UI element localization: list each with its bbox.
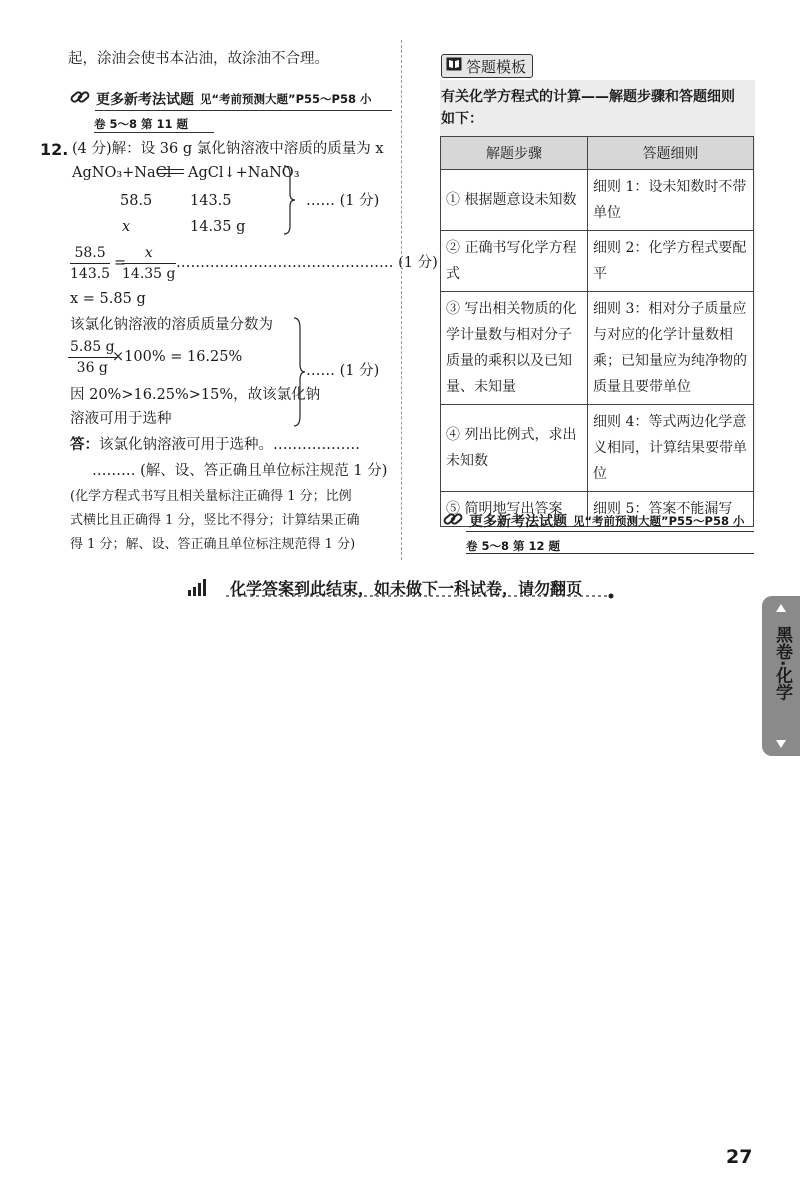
- fraction-1: $\frac{58.5}{143.5}$: [70, 245, 111, 282]
- rule-cell: 细则 1：设未知数时不带单位: [588, 170, 754, 231]
- score-3: …… (1 分): [306, 363, 380, 379]
- table-header-rules: 答题细则: [588, 137, 754, 170]
- question-number: 12.: [40, 140, 69, 159]
- rule-cell: 细则 4：等式两边化学意义相同，计算结果要带单位: [588, 405, 754, 492]
- mass-fraction-line: 该氯化钠溶液的溶质质量分数为: [70, 317, 273, 333]
- row1-product: 143.5: [190, 193, 232, 209]
- table-header-steps: 解题步骤: [441, 137, 588, 170]
- answer-label: 答：: [70, 437, 99, 453]
- equation-right: AgCl↓+NaNO₃: [188, 165, 300, 181]
- side-tab-label: 黑卷·化学: [772, 626, 792, 701]
- step-cell: ① 根据题意设未知数: [441, 170, 588, 231]
- template-intro: [441, 86, 753, 130]
- score-1: …… (1 分): [306, 193, 380, 209]
- answer-line: [70, 438, 360, 453]
- more-tests-ref: 见“考前预测大题”P55～P58 小: [573, 514, 745, 528]
- because-line-2: 溶液可用于选种: [70, 411, 172, 427]
- rule-cell: 细则 5：答案不能漏写: [588, 492, 754, 527]
- equals-double-line: [158, 166, 184, 176]
- q12-intro: (4 分)解：设 36 g 氯化钠溶液中溶质的质量为 x: [72, 141, 384, 157]
- fraction-3-tail: ×100% = 16.25%: [112, 349, 243, 365]
- step-cell: ② 正确书写化学方程式: [441, 231, 588, 292]
- x-result: x = 5.85 g: [70, 291, 146, 307]
- fraction-2: $\frac{x}{14.35 g}$: [122, 245, 176, 282]
- table-row: [441, 292, 754, 405]
- right-brace-1: [282, 164, 296, 236]
- grading-note-3: 得 1 分；解、设、答正确且单位标注规范得 1 分): [70, 537, 356, 552]
- previous-answer-tail: 起，涂油会使书本沾油，故涂油不合理。: [68, 51, 329, 67]
- template-table: [440, 136, 754, 527]
- more-tests-title: 更多新考法试题: [96, 92, 194, 108]
- more-tests-ref-line2: 卷 5～8 第 12 题: [466, 539, 561, 553]
- step-cell: ⑤ 简明地写出答案: [441, 492, 588, 527]
- more-tests-title: 更多新考法试题: [469, 514, 567, 530]
- link-icon: [70, 88, 90, 110]
- more-tests-ref: 见“考前预测大题”P55～P58 小: [200, 92, 372, 106]
- right-brace-2: [292, 316, 306, 428]
- row1-reactant: 58.5: [120, 193, 153, 209]
- equation-left: AgNO₃+NaCl: [72, 165, 172, 181]
- score-2: ……………………………………… (1 分): [176, 255, 438, 271]
- template-intro-line2: 如下：: [441, 111, 483, 127]
- step-cell: ④ 列出比例式，求出未知数: [441, 405, 588, 492]
- grading-note-1: (化学方程式书写且相关量标注正确得 1 分；比例: [70, 489, 352, 504]
- because-line-1: 因 20%>16.25%>15%，故该氯化钠: [70, 387, 321, 403]
- table-row: [441, 231, 754, 292]
- answer-score: ……… (解、设、答正确且单位标注规范 1 分): [92, 463, 388, 479]
- rule-cell: 细则 3：相对分子质量应与对应的化学计量数相乘；已知量应为纯净物的质量且要带单位: [588, 292, 754, 405]
- template-badge-label: 答题模板: [466, 57, 527, 76]
- rule-cell: 细则 2：化学方程式要配平: [588, 231, 754, 292]
- table-row: [441, 405, 754, 492]
- more-tests-block-1: [70, 88, 371, 110]
- grading-note-2: 式横比且正确得 1 分，竖比不得分；计算结果正确: [70, 513, 360, 528]
- step-cell: ③ 写出相关物质的化学计量数与相对分子质量的乘积以及已知量、未知量: [441, 292, 588, 405]
- triangle-up-icon: [776, 604, 786, 612]
- more-tests-ref-line2: 卷 5～8 第 11 题: [94, 117, 189, 131]
- fraction-3: $\frac{5.85 g}{36 g}$: [70, 339, 115, 376]
- side-tab: [762, 596, 800, 756]
- triangle-down-icon: [776, 740, 786, 748]
- column-divider: [401, 40, 402, 560]
- row2-product: 14.35 g: [190, 219, 246, 235]
- answer-text: 该氯化钠溶液可用于选种。………………: [99, 437, 360, 453]
- template-intro-line1: 有关化学方程式的计算——解题步骤和答题细则: [441, 89, 735, 105]
- template-badge: [441, 54, 533, 78]
- link-icon: [443, 510, 463, 532]
- table-row: [441, 170, 754, 231]
- ending-notice: 化学答案到此结束，如未做下一科试卷，请勿翻页: [230, 579, 583, 598]
- equal-sign: =: [114, 255, 127, 271]
- page-number: 27: [726, 1146, 753, 1168]
- book-icon: [446, 57, 462, 75]
- row2-reactant: x: [122, 219, 131, 235]
- more-tests-block-2: [443, 510, 744, 532]
